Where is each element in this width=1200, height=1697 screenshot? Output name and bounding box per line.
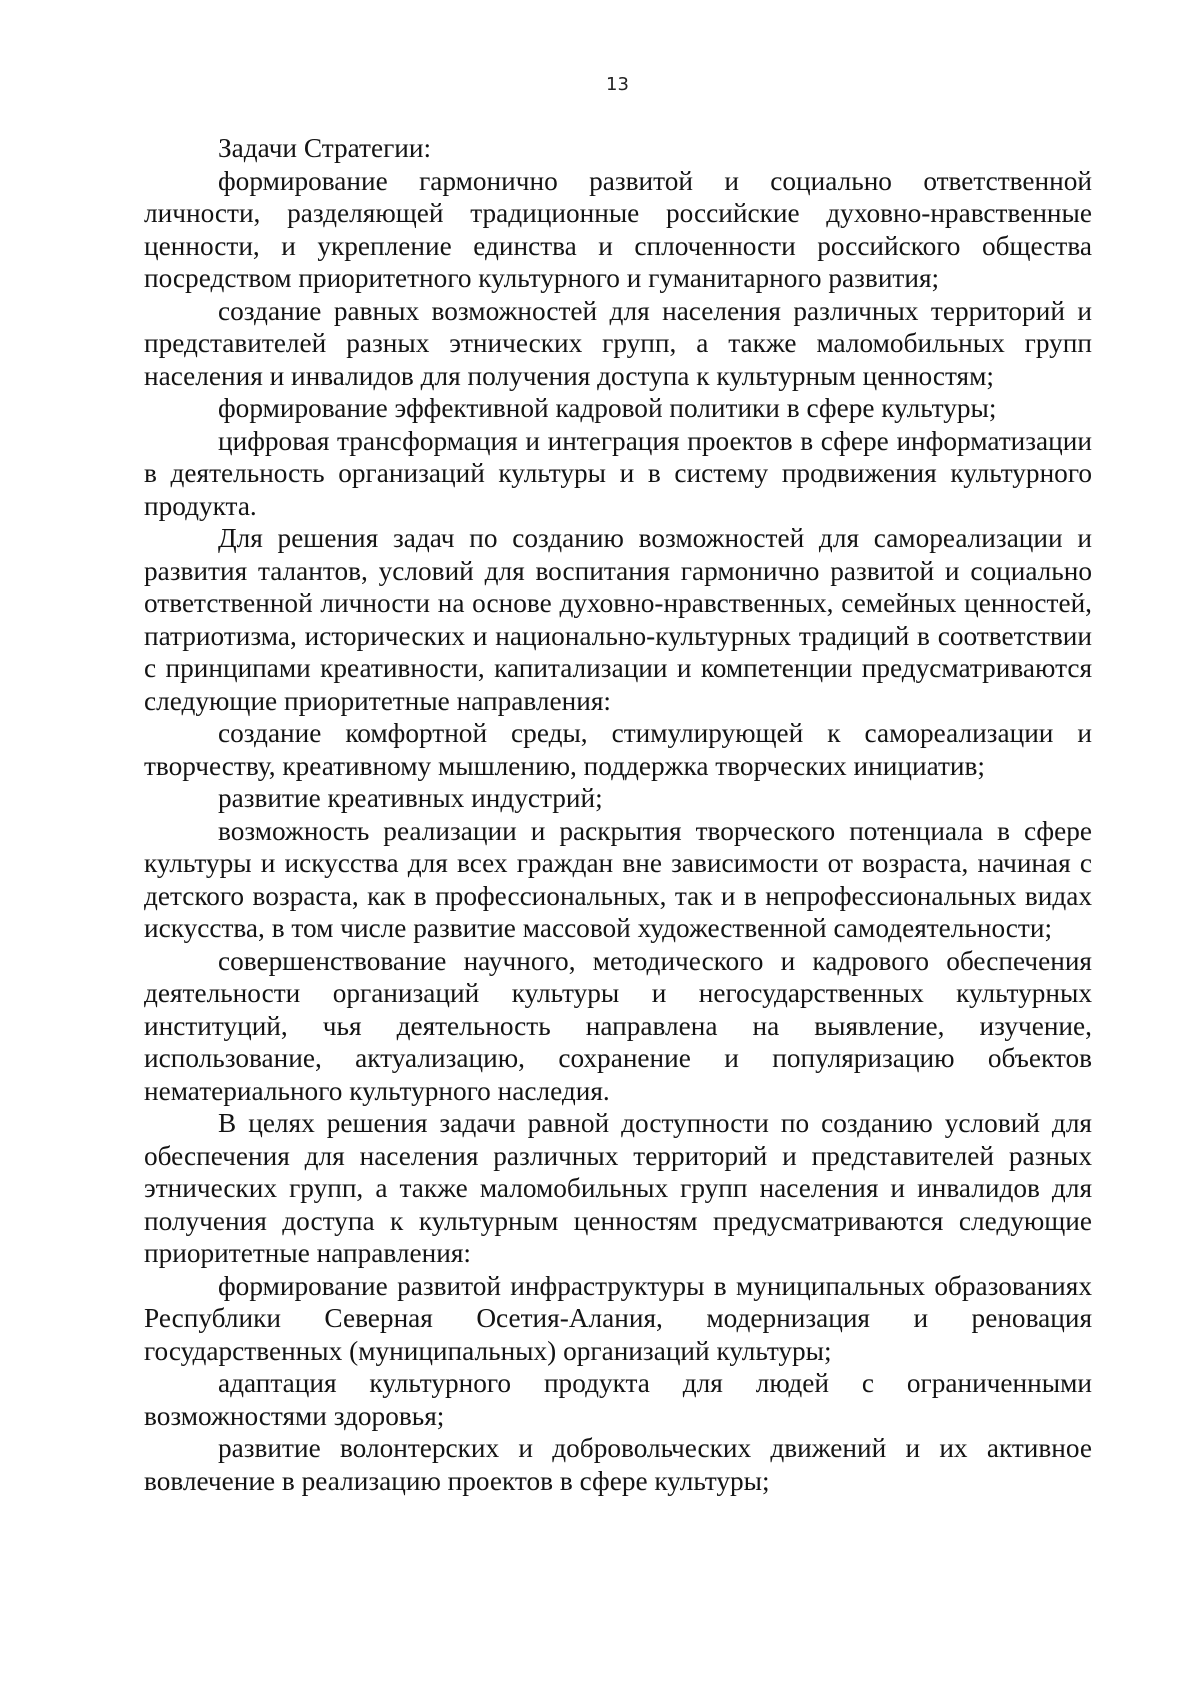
paragraph: формирование эффективной кадровой политики в сфере культуры;: [218, 393, 997, 423]
paragraph: создание комфортной среды, стимулирующей к самореализации и творчеству, креативному мышлению, поддержка творческих инициатив;: [144, 718, 1092, 781]
paragraph: создание равных возможностей для населения различных территорий и представителей разных этнических групп, а также маломобильных групп населения и инвалидов для получения доступа к культурным ценностям;: [144, 295, 1092, 391]
document-body: [144, 132, 1092, 1497]
paragraph: В целях решения задачи равной доступности по созданию условий для обеспечения для населения различных территорий и представителей разных этнических групп, а также маломобильных групп населения и инвалидов для получения доступа к культурным ценностям предусматриваются следующие приоритетные направления:: [144, 1108, 1092, 1268]
paragraph: развитие креативных индустрий;: [218, 783, 603, 813]
page-number: 13: [606, 74, 629, 95]
paragraph: возможность реализации и раскрытия творческого потенциала в сфере культуры и искусства для всех граждан вне зависимости от возраста, начиная с детского возраста, как в профессиональных, так и в непрофессиональных видах искусства, в том числе развитие массовой художественной самодеятельности;: [144, 815, 1092, 943]
paragraph: формирование развитой инфраструктуры в муниципальных образованиях Республики Северная Осетия-Алания, модернизация и реновация государственных (муниципальных) организаций культуры;: [144, 1270, 1092, 1366]
paragraph: развитие волонтерских и добровольческих движений и их активное вовлечение в реализацию проектов в сфере культуры;: [144, 1433, 1092, 1496]
paragraph: совершенствование научного, методического и кадрового обеспечения деятельности организаций культуры и негосударственных культурных институций, чья деятельность направлена на выявление, изучение, использование, актуализацию, сохранение и популяризацию объектов нематериального культурного наследия.: [144, 945, 1092, 1106]
paragraph: формирование гармонично развитой и социально ответственной личности, разделяющей традиционные российские духовно-нравственные ценности, и укрепление единства и сплоченности российского общества посредством приоритетного культурного и гуманитарного развития;: [144, 165, 1092, 293]
paragraph: Для решения задач по созданию возможностей для самореализации и развития талантов, условий для воспитания гармонично развитой и социально ответственной личности на основе духовно-нравственных, семейных ценностей, патриотизма, исторических и национально-культурных традиций в соответствии с принципами креативности, капитализации и компетенции предусматриваются следующие приоритетные направления:: [144, 523, 1092, 716]
paragraph: цифровая трансформация и интеграция проектов в сфере информатизации в деятельность организаций культуры и в систему продвижения культурного продукта.: [144, 425, 1092, 521]
paragraph: адаптация культурного продукта для людей с ограниченными возможностями здоровья;: [144, 1368, 1092, 1431]
paragraph: Задачи Стратегии:: [218, 133, 432, 163]
